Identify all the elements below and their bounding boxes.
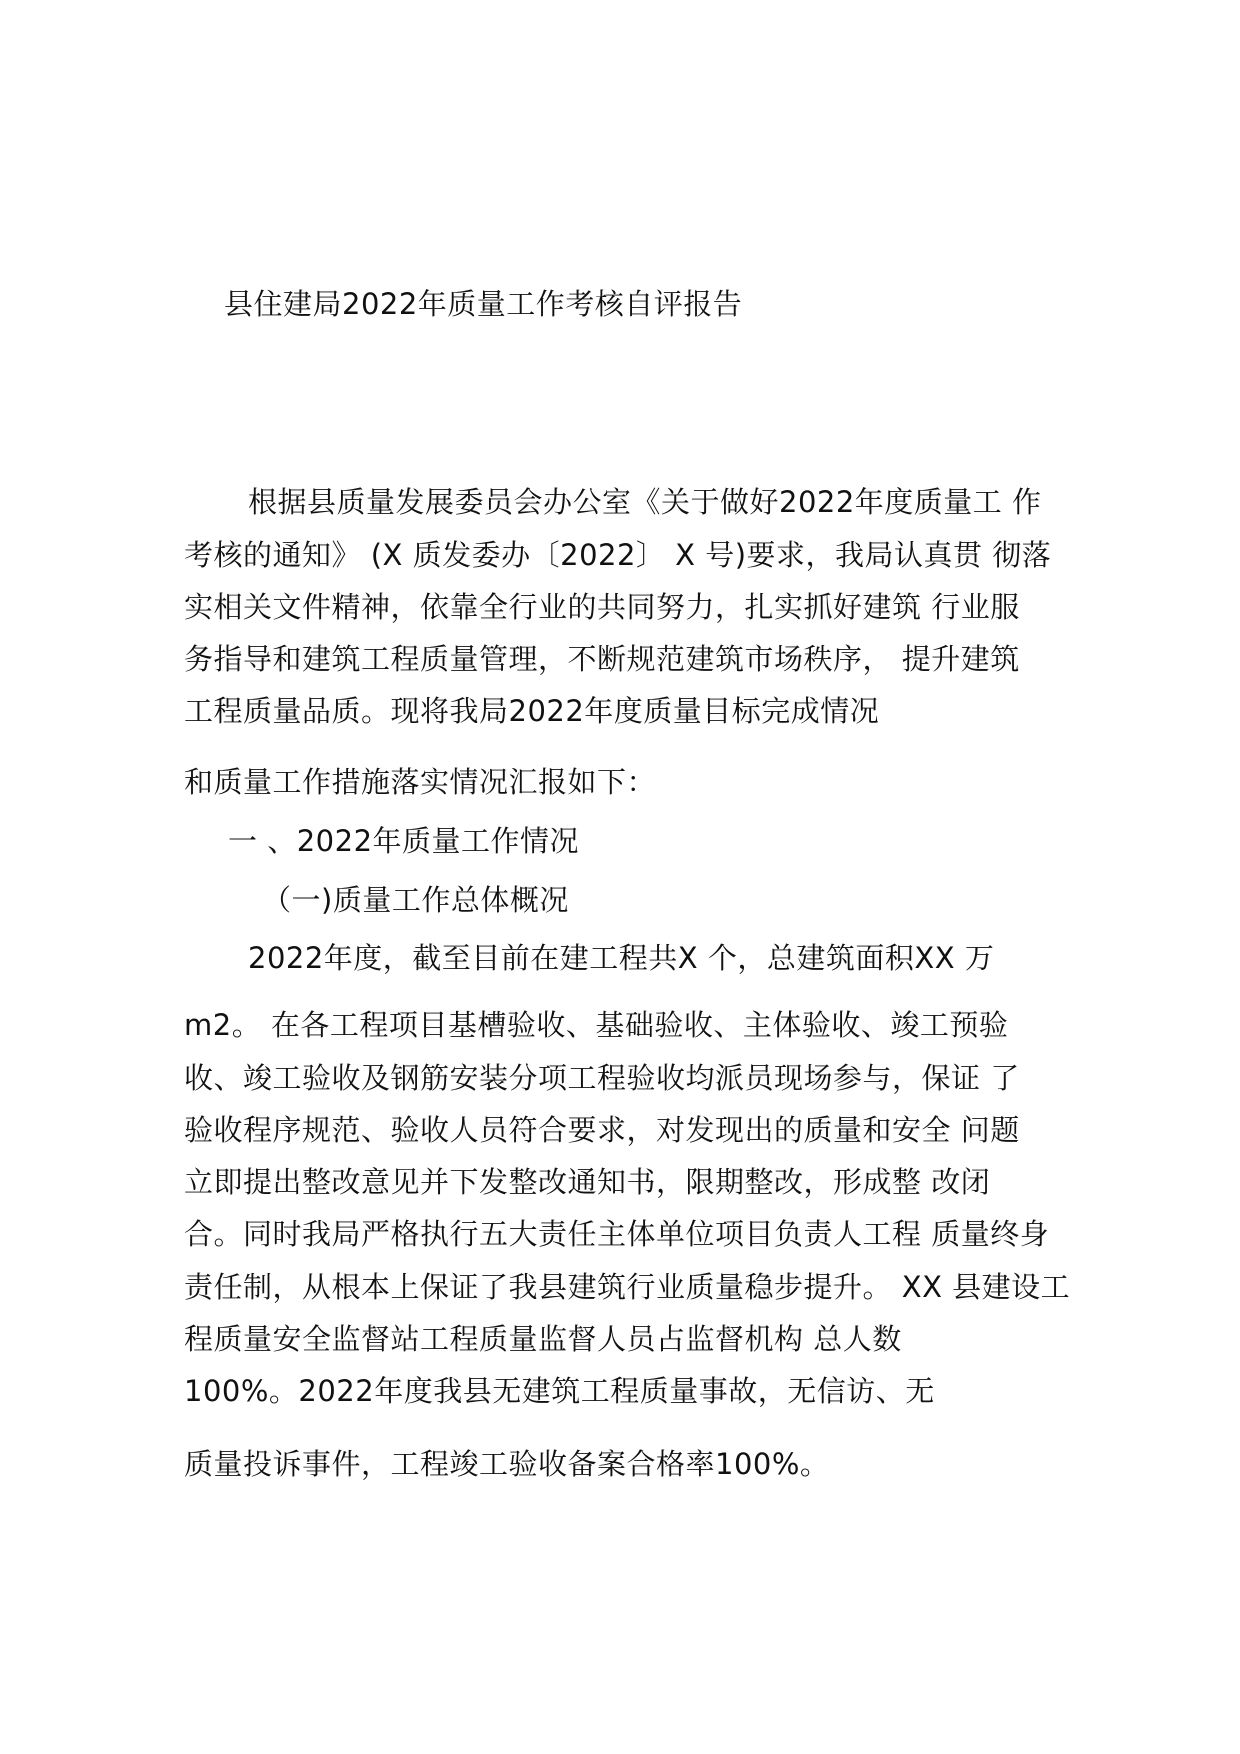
body-line-11: 立即提出整改意见并下发整改通知书，限期整改，形成整 改闭: [184, 1165, 991, 1199]
body-line-8: m2。 在各工程项目基槽验收、基础验收、主体验收、竣工预验: [184, 1008, 1009, 1042]
body-line-10: 验收程序规范、验收人员符合要求，对发现出的质量和安全 问题: [184, 1113, 1020, 1147]
body-line-14: 程质量安全监督站工程质量监督人员占监督机构 总人数: [184, 1322, 902, 1356]
document-title: 县住建局2022年质量工作考核自评报告: [224, 287, 743, 321]
body-line-6: 和质量工作措施落实情况汇报如下：: [184, 765, 657, 799]
body-line-3: 实相关文件精神，依靠全行业的共同努力，扎实抓好建筑 行业服: [184, 590, 1020, 624]
body-line-13: 责任制，从根本上保证了我县建筑行业质量稳步提升。 XX 县建设工: [184, 1270, 1071, 1304]
body-line-15: 100%。2022年度我县无建筑工程质量事故，无信访、无: [184, 1374, 935, 1408]
body-line-4: 务指导和建筑工程质量管理，不断规范建筑市场秩序， 提升建筑: [184, 642, 1020, 676]
body-line-9: 收、竣工验收及钢筋安装分项工程验收均派员现场参与，保证 了: [184, 1061, 1020, 1095]
body-line-2: 考核的通知》 (X 质发委办〔2022〕 X 号)要求，我局认真贯 彻落: [184, 538, 1052, 572]
body-line-12: 合。同时我局严格执行五大责任主体单位项目负责人工程 质量终身: [184, 1217, 1050, 1251]
section-heading-1: 一 、2022年质量工作情况: [228, 824, 580, 858]
body-line-16: 质量投诉事件，工程竣工验收备案合格率100%。: [184, 1447, 830, 1481]
body-line-1: 根据县质量发展委员会办公室《关于做好2022年度质量工 作: [248, 485, 1042, 519]
subsection-heading-1: （一)质量工作总体概况: [262, 883, 569, 917]
body-line-5: 工程质量品质。现将我局2022年度质量目标完成情况: [184, 694, 880, 728]
body-line-7: 2022年度，截至目前在建工程共X 个，总建筑面积XX 万: [248, 941, 995, 975]
